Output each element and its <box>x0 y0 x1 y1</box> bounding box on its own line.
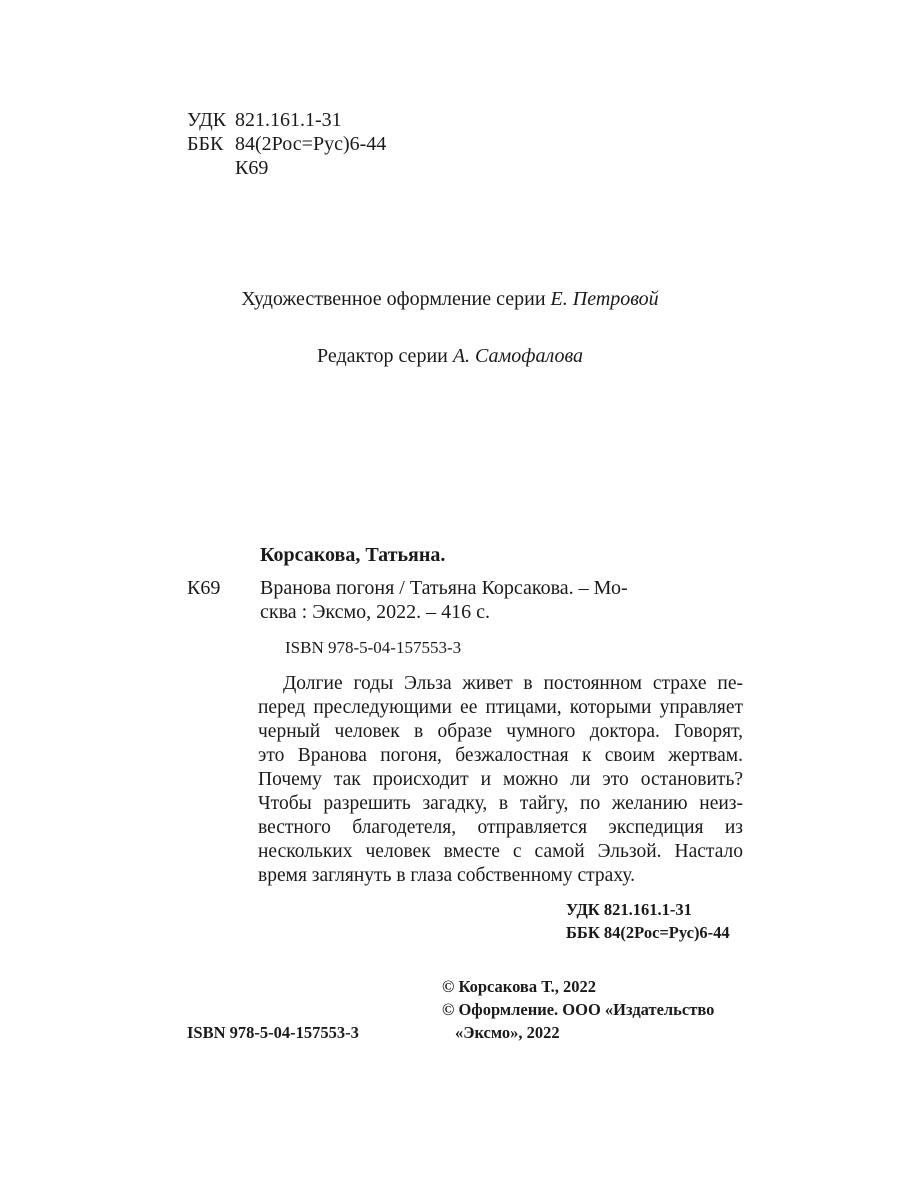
udk-label: УДК <box>187 109 227 131</box>
annotation-line: вестного благодетеля, отправляется экспедиция из <box>258 817 743 838</box>
classification-top <box>187 108 386 180</box>
editor-credit-text: Редактор серии <box>316 345 448 367</box>
copyright-block <box>442 975 714 1044</box>
annotation-line: это Вранова погоня, безжалостная к своим жертвам. <box>258 745 743 766</box>
annotation-line: перед преследующими ее птицами, которыми управляет <box>258 697 743 718</box>
udk-bottom: УДК 821.161.1-31 <box>566 900 692 919</box>
bibliographic-description <box>260 576 628 624</box>
annotation-line: время заглянуть в глаза собственному страху. <box>258 865 636 886</box>
design-credit <box>0 288 900 311</box>
author-mark: К69 <box>187 577 221 599</box>
copyright-line: © Оформление. ООО «Издательство <box>442 1000 715 1019</box>
author-mark-row <box>187 156 386 180</box>
description-line: Вранова погоня / Татьяна Корсакова. – Мо- <box>260 577 628 599</box>
annotation-line: черный человек в образе чумного доктора. Говорят, <box>258 721 743 742</box>
isbn-bottom: ISBN 978-5-04-157553-3 <box>187 1023 359 1042</box>
bbk-bottom: ББК 84(2Рос=Рус)6-44 <box>566 923 730 942</box>
classification-bottom <box>566 898 730 944</box>
author-heading: Корсакова, Татьяна. <box>260 544 446 566</box>
copyright-line: «Эксмо», 2022 <box>455 1023 560 1042</box>
udk-row <box>187 108 386 132</box>
isbn-record: ISBN 978-5-04-157553-3 <box>285 638 462 657</box>
author-mark-top: К69 <box>235 157 269 179</box>
description-line: сква : Эксмо, 2022. – 416 с. <box>260 601 491 623</box>
design-credit-text: Художественное оформление серии <box>241 288 546 310</box>
annotation-line: Почему так происходит и можно ли это остановить? <box>258 769 743 790</box>
editor-credit-name: А. Самофалова <box>452 345 584 367</box>
annotation-line: Чтобы разрешить загадку, в тайгу, по желанию неиз- <box>258 793 743 814</box>
editor-credit <box>0 345 900 368</box>
annotation-line: Долгие годы Эльза живет в постоянном страхе пе- <box>283 673 743 694</box>
annotation-line: нескольких человек вместе с самой Эльзой. Настало <box>258 841 743 862</box>
design-credit-name: Е. Петровой <box>550 288 659 310</box>
bbk-row <box>187 132 386 156</box>
bbk-label: ББК <box>187 133 224 155</box>
annotation <box>258 672 743 888</box>
bbk-value: 84(2Рос=Рус)6-44 <box>235 133 387 155</box>
copyright-line: © Корсакова Т., 2022 <box>442 977 596 996</box>
udk-value: 821.161.1-31 <box>235 109 342 131</box>
